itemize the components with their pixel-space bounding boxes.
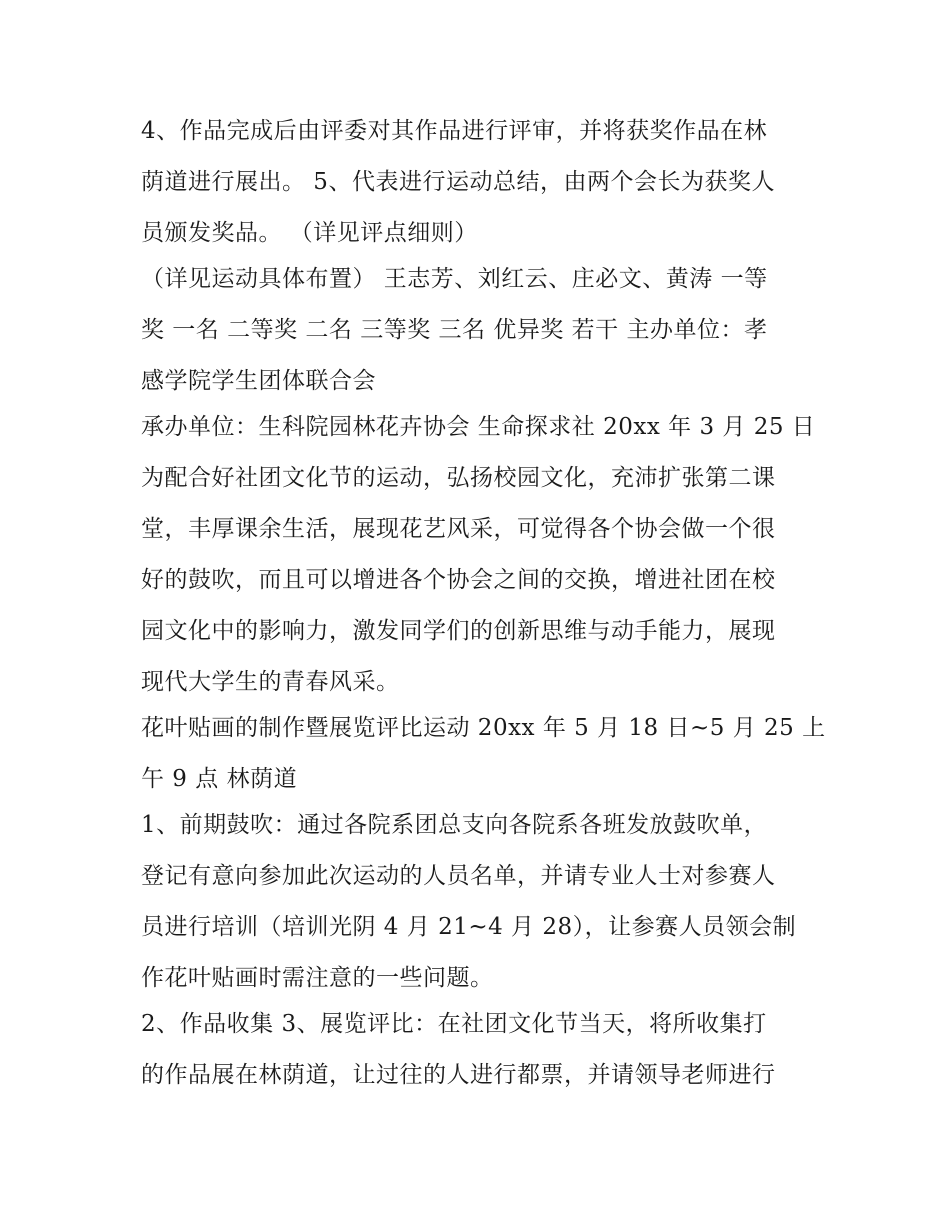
text-line: 感学院学生团体联合会 (141, 368, 376, 394)
text-line: 2、作品收集 3、展览评比：在社团文化节当天，将所收集打 (141, 1011, 767, 1037)
text-line: 堂，丰厚课余生活，展现花艺风采，可觉得各个协会做一个很 (141, 516, 776, 542)
text-line: 花叶贴画的制作暨展览评比运动 20xx 年 5 月 18 日~5 月 25 上 (141, 715, 826, 741)
text-line: 荫道进行展出。 5、代表进行运动总结，由两个会长为获奖人 (141, 169, 775, 195)
text-line: 午 9 点 林荫道 (141, 766, 298, 792)
text-line: 的作品展在林荫道，让过往的人进行都票，并请领导老师进行 (141, 1062, 776, 1088)
text-line: 为配合好社团文化节的运动，弘扬校园文化，充沛扩张第二课 (141, 465, 776, 491)
text-line: 登记有意向参加此次运动的人员名单，并请专业人士对参赛人 (141, 863, 776, 889)
text-line: 现代大学生的青春风采。 (141, 669, 400, 695)
document-body (141, 108, 826, 1103)
text-line: 承办单位：生科院园林花卉协会 生命探求社 20xx 年 3 月 25 日 (141, 414, 816, 440)
text-line: 员进行培训（培训光阴 4 月 21~4 月 28），让参赛人员领会制 (141, 914, 797, 940)
text-line: 园文化中的影响力，激发同学们的创新思维与动手能力，展现 (141, 618, 776, 644)
text-line: 员颁发奖品。 （详见评点细则） (141, 220, 478, 246)
text-line: 1、前期鼓吹：通过各院系团总支向各院系各班发放鼓吹单， (141, 812, 768, 838)
text-line: 4、作品完成后由评委对其作品进行评审，并将获奖作品在林 (141, 118, 768, 144)
text-line: 奖 一名 二等奖 二名 三等奖 三名 优异奖 若干 主办单位：孝 (141, 317, 768, 343)
text-line: 作花叶贴画时需注意的一些问题。 (141, 965, 494, 991)
text-line: （详见运动具体布置） 王志芳、刘红云、庄必文、黄涛 一等 (141, 266, 768, 292)
text-line: 好的鼓吹，而且可以增进各个协会之间的交换，增进社团在校 (141, 567, 776, 593)
